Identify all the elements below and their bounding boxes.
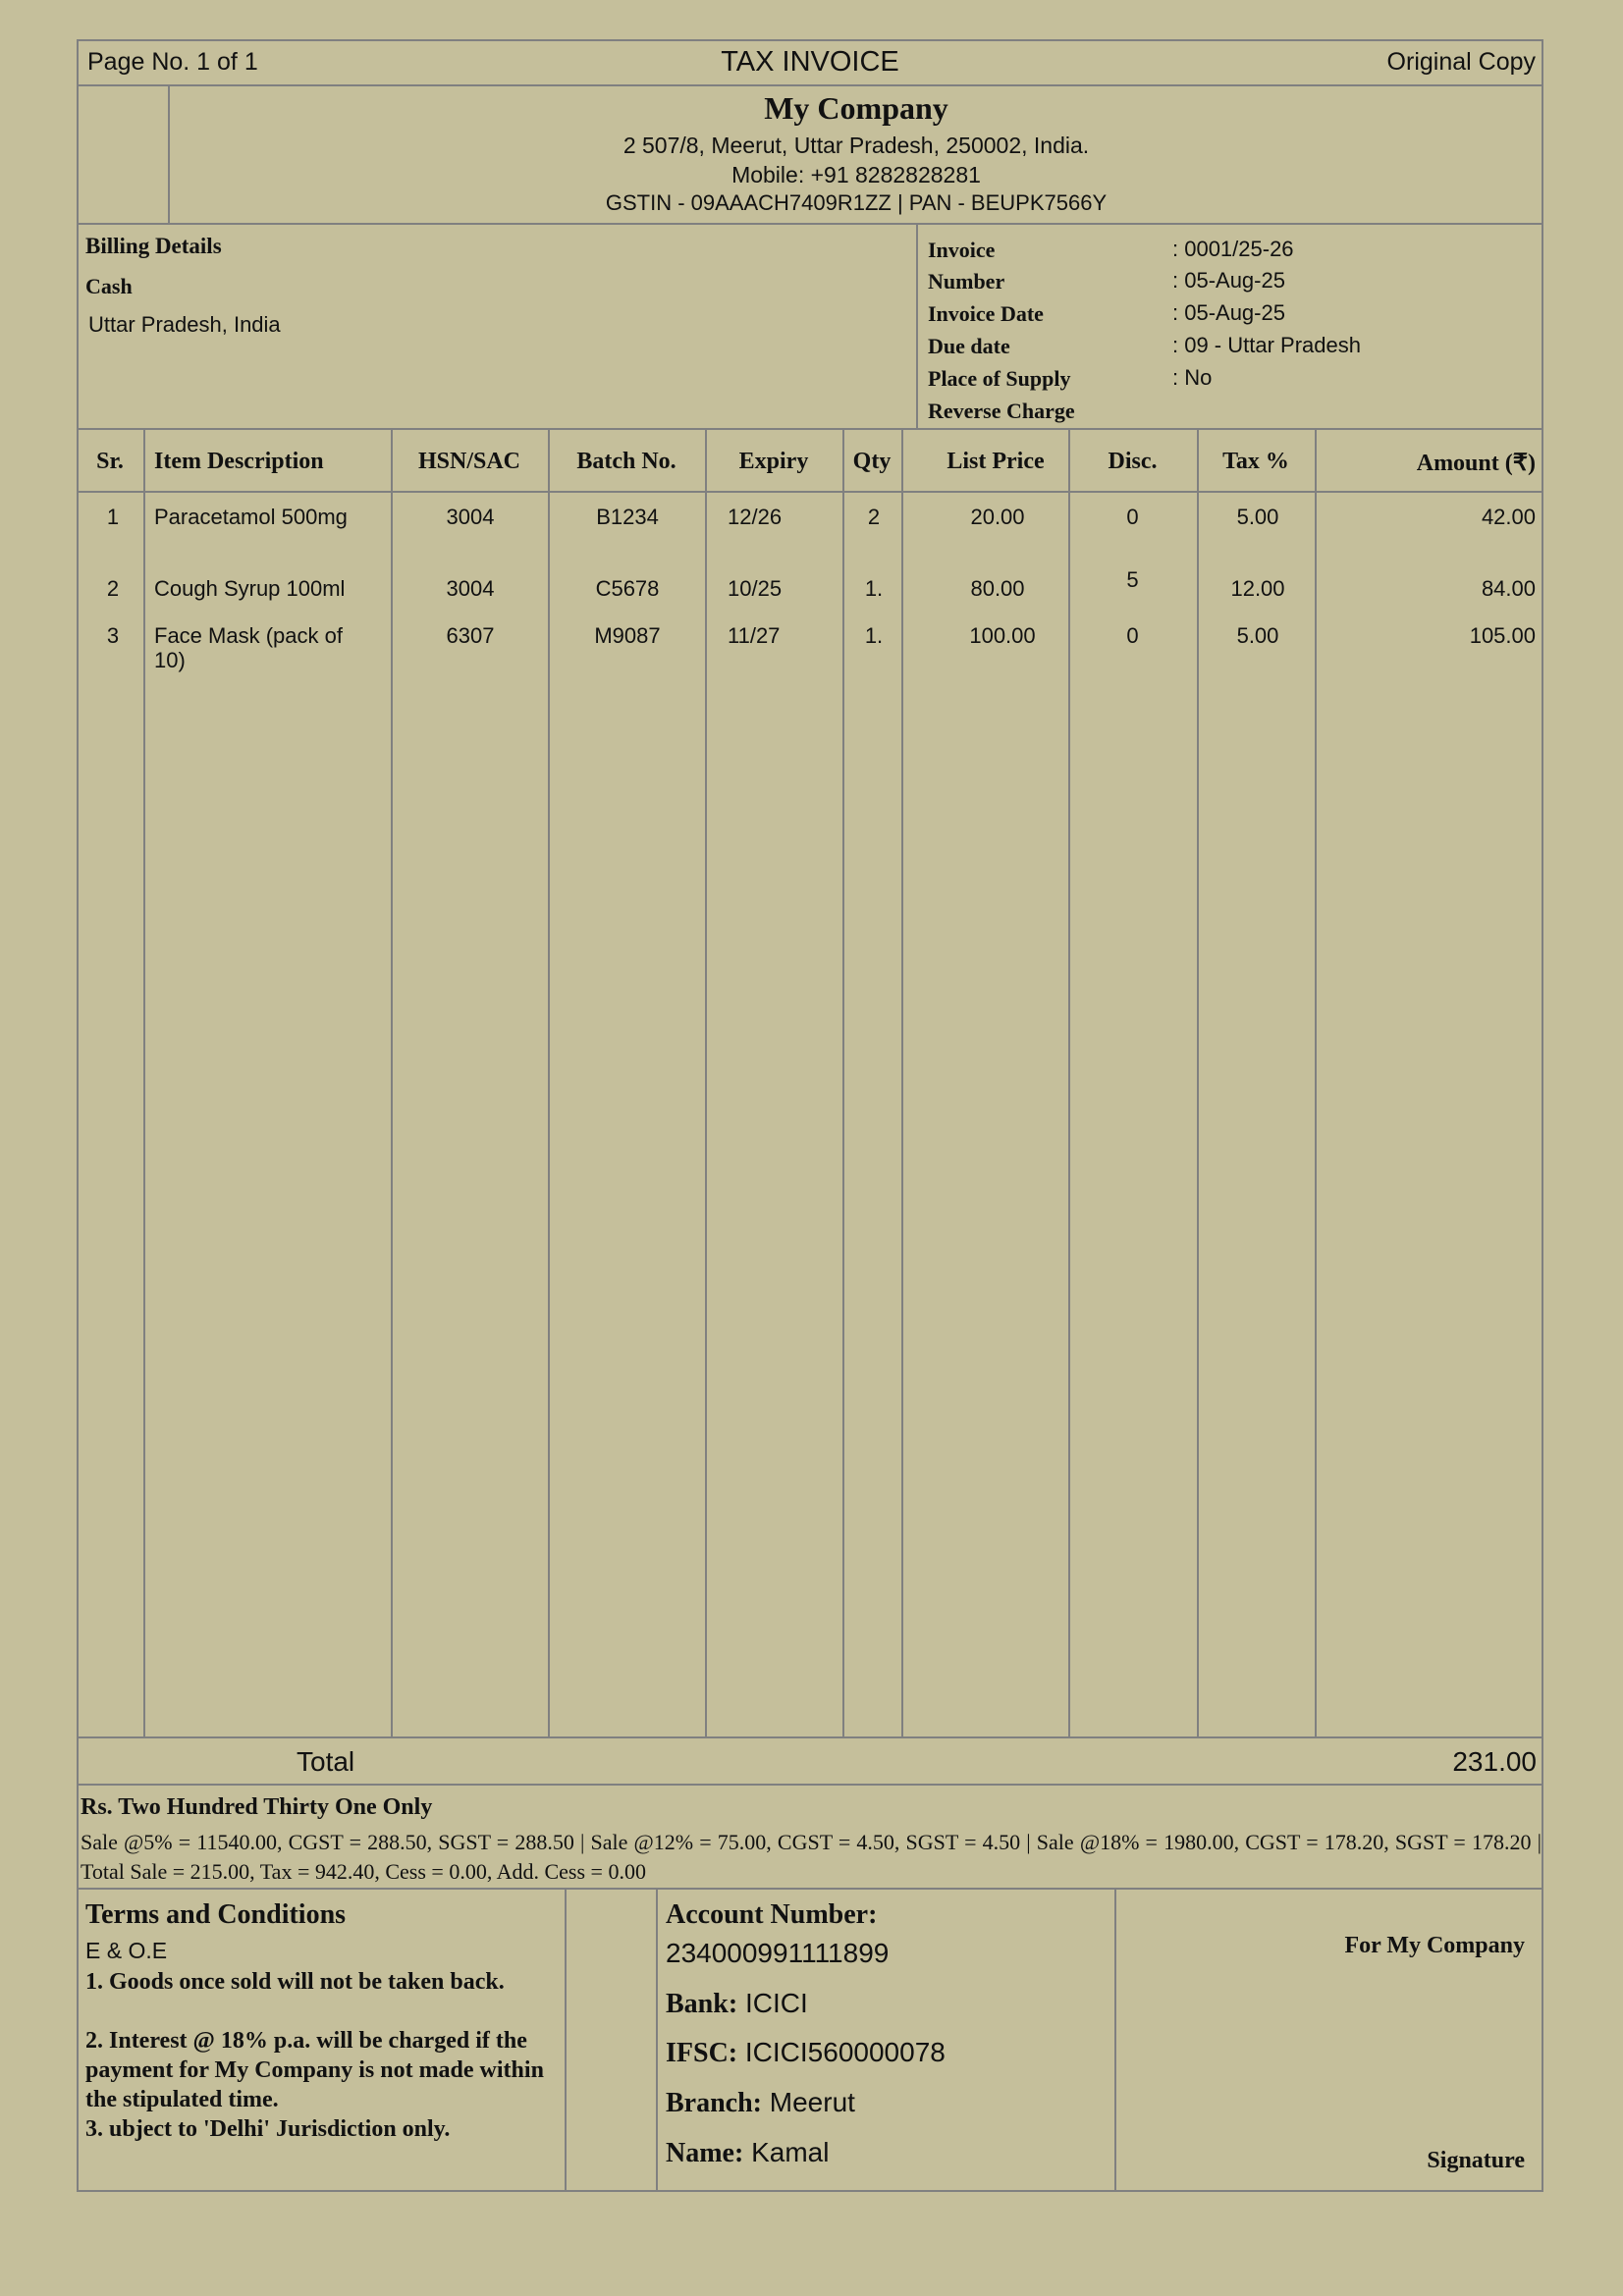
row-3-tax: 5.00	[1236, 623, 1279, 648]
billing-address: Uttar Pradesh, India	[88, 312, 281, 337]
row-3-description: Face Mask (pack of 10)	[154, 623, 343, 672]
row-3-batch: M9087	[594, 623, 661, 648]
terms-item-2: 2. Interest @ 18% p.a. will be charged if the payment for My Company is not made within the stipulated time.	[85, 2028, 544, 2112]
terms-heading: Terms and Conditions	[85, 1899, 347, 1930]
company-mobile: Mobile: +91 8282828281	[731, 162, 981, 187]
divider	[77, 1888, 1543, 1890]
row-1-description: Paracetamol 500mg	[154, 505, 348, 529]
footer-divider	[1114, 1888, 1116, 2190]
total-value: 231.00	[1452, 1746, 1537, 1777]
terms-eoe: E & O.E	[85, 1938, 168, 1963]
col-header-expiry: Expiry	[738, 449, 809, 474]
copy-type: Original Copy	[1386, 48, 1536, 76]
meta-value: : No	[1172, 365, 1213, 390]
billing-name: Cash	[85, 274, 133, 298]
col-header-sr: Sr.	[96, 449, 124, 474]
account-name-label: Name:	[666, 2138, 744, 2168]
header-divider	[77, 491, 1543, 493]
amount-in-words: Rs. Two Hundred Thirty One Only	[81, 1794, 433, 1820]
bank-row	[666, 1988, 808, 2020]
divider	[77, 428, 1543, 430]
terms-item-3: 3. ubject to 'Delhi' Jurisdiction only.	[85, 2116, 451, 2142]
row-1-qty: 2	[867, 505, 881, 529]
meta-label: Number	[928, 269, 1005, 294]
row-1-batch: B1234	[596, 505, 659, 529]
divider	[77, 1736, 1543, 1738]
company-gst-pan: GSTIN - 09AAACH7409R1ZZ | PAN - BEUPK7566Y	[605, 190, 1108, 215]
billing-divider	[916, 223, 918, 429]
bank-label: Bank:	[666, 1989, 738, 2019]
bank-value: ICICI	[744, 1988, 808, 2018]
divider	[77, 223, 1543, 225]
meta-label: Due date	[928, 334, 1010, 358]
divider	[77, 1784, 1543, 1786]
footer-divider	[565, 1888, 567, 2190]
row-1-expiry: 12/26	[728, 505, 783, 529]
col-header-hsn: HSN/SAC	[417, 449, 521, 474]
account-number-value: 234000991111899	[666, 1938, 890, 1968]
page-number: Page No. 1 of 1	[87, 48, 258, 76]
col-header-description: Item Description	[154, 449, 324, 474]
meta-value: : 05-Aug-25	[1172, 268, 1285, 293]
branch-value: Meerut	[769, 2087, 855, 2117]
col-header-batch: Batch No.	[576, 449, 676, 474]
company-address: 2 507/8, Meerut, Uttar Pradesh, 250002, India.	[622, 133, 1090, 158]
meta-value: : 0001/25-26	[1172, 237, 1294, 261]
account-number-label: Account Number:	[666, 1899, 878, 1930]
row-3-hsn: 6307	[446, 623, 495, 648]
row-2-description: Cough Syrup 100ml	[154, 576, 346, 601]
row-3-sr: 3	[106, 623, 120, 648]
footer-divider	[656, 1888, 658, 2190]
row-2-price: 80.00	[970, 576, 1025, 601]
row-1-sr: 1	[106, 505, 120, 529]
row-1-price: 20.00	[970, 505, 1025, 529]
row-2-sr: 2	[106, 576, 120, 601]
row-1-hsn: 3004	[446, 505, 495, 529]
for-company: For My Company	[1344, 1933, 1525, 1958]
row-2-batch: C5678	[595, 576, 660, 601]
row-2-tax: 12.00	[1230, 576, 1285, 601]
meta-label: Invoice	[928, 238, 996, 262]
billing-heading: Billing Details	[85, 234, 222, 258]
row-1-disc: 0	[1126, 505, 1139, 529]
ifsc-value: ICICI560000078	[744, 2037, 946, 2067]
row-2-amount: 84.00	[1481, 576, 1536, 601]
row-2-hsn: 3004	[446, 576, 495, 601]
row-1-amount: 42.00	[1481, 505, 1536, 529]
branch-row	[666, 2087, 855, 2119]
col-header-disc: Disc.	[1108, 449, 1158, 474]
row-3-disc: 0	[1126, 623, 1139, 648]
meta-value: : 09 - Uttar Pradesh	[1172, 333, 1361, 357]
terms-item-1: 1. Goods once sold will not be taken back.	[85, 1969, 505, 1995]
total-label: Total	[297, 1746, 355, 1777]
ifsc-row	[666, 2037, 946, 2069]
signature-label: Signature	[1427, 2148, 1525, 2173]
row-3-amount: 105.00	[1469, 623, 1536, 648]
meta-label: Reverse Charge	[928, 399, 1075, 423]
col-header-qty: Qty	[852, 449, 892, 474]
ifsc-label: IFSC:	[666, 2038, 738, 2068]
row-2-disc: 5	[1126, 567, 1139, 592]
row-3-expiry: 11/27	[728, 623, 781, 648]
row-3-price: 100.00	[969, 623, 1036, 648]
company-name: My Company	[764, 90, 948, 126]
meta-value: : 05-Aug-25	[1172, 300, 1285, 325]
meta-label: Place of Supply	[928, 366, 1071, 391]
divider	[77, 84, 1543, 86]
account-name-value: Kamal	[751, 2137, 830, 2167]
col-header-price: List Price	[947, 449, 1045, 474]
name-row	[666, 2137, 829, 2169]
row-2-expiry: 10/25	[728, 576, 783, 601]
row-2-qty: 1.	[864, 576, 884, 601]
col-header-amount: Amount (₹)	[1416, 451, 1536, 476]
col-header-tax: Tax %	[1222, 449, 1289, 474]
document-title: TAX INVOICE	[721, 46, 899, 78]
meta-label: Invoice Date	[928, 301, 1044, 326]
row-3-qty: 1.	[864, 623, 884, 648]
tax-summary: Sale @5% = 11540.00, CGST = 288.50, SGST = 288.50 | Sale @12% = 75.00, CGST = 4.50, SGST = 4.50 | Sale @18% = 1980.00, CGST = 178.20, SGST = 178.20 | Total Sale = 215.00, Tax = 942.40, Cess = 0.00, Add. Cess = 0.00	[81, 1830, 1542, 1884]
branch-label: Branch:	[666, 2088, 762, 2118]
row-1-tax: 5.00	[1236, 505, 1279, 529]
